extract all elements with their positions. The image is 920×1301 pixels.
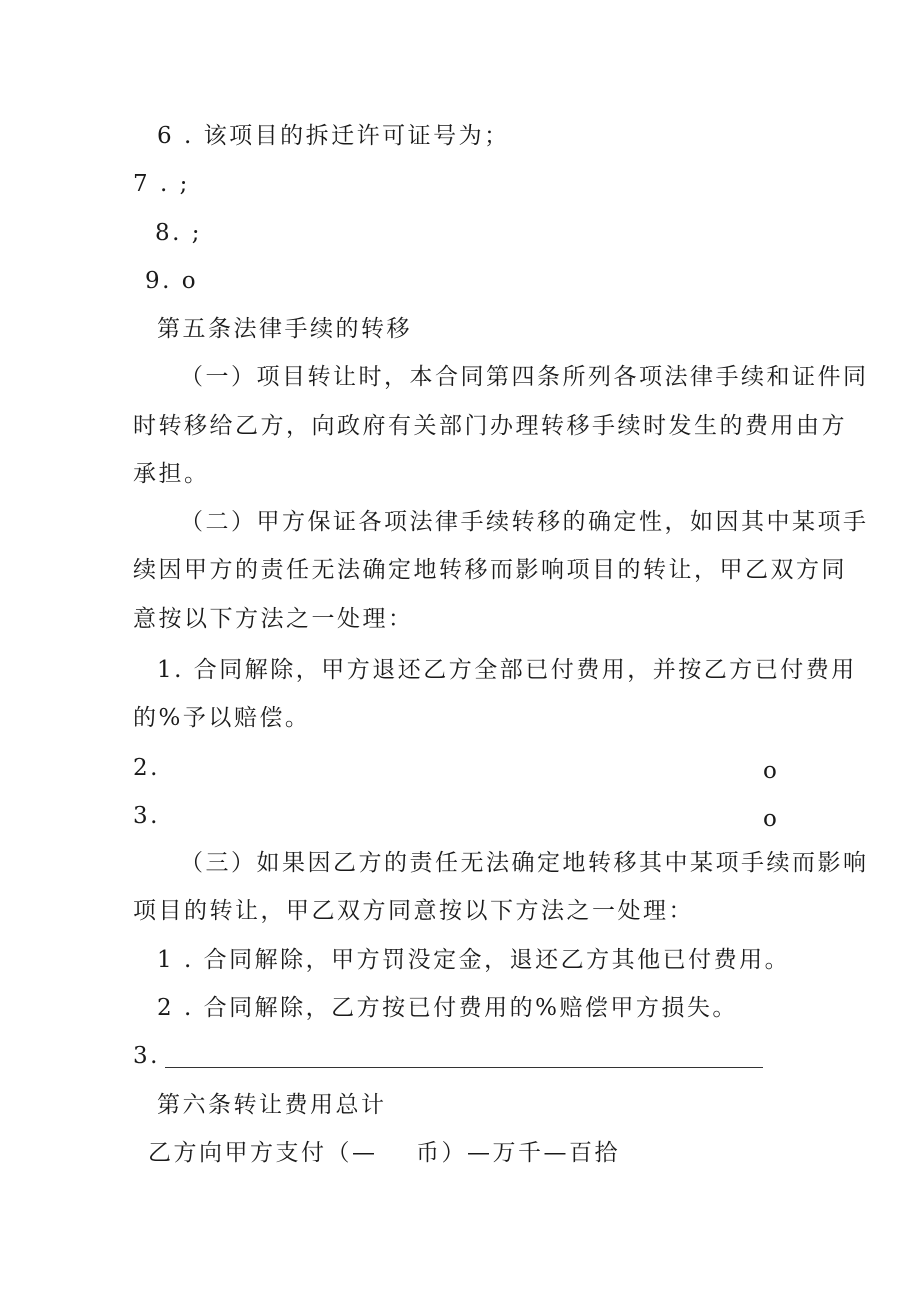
item-8: 8. ; bbox=[155, 220, 203, 246]
option-1-line-2: 的%予以赔偿。 bbox=[133, 705, 311, 731]
option-2-number: 2. bbox=[133, 755, 160, 781]
payment-line-part-2: 币）—万千—百拾 bbox=[416, 1140, 620, 1166]
b-option-1: 1 . 合同解除，甲方罚没定金，退还乙方其他已付费用。 bbox=[157, 947, 791, 973]
b-option-2: 2 . 合同解除，乙方按已付费用的%赔偿甲方损失。 bbox=[157, 995, 738, 1021]
option-1-line-1: 1. 合同解除，甲方退还乙方全部已付费用，并按乙方已付费用 bbox=[157, 657, 857, 683]
para-1-line-1: （一）项目转让时，本合同第四条所列各项法律手续和证件同 bbox=[180, 364, 869, 390]
para-1-line-3: 承担。 bbox=[133, 461, 210, 487]
item-6: 6 . 该项目的拆迁许可证号为； bbox=[157, 123, 510, 149]
article-6-title: 第六条转让费用总计 bbox=[157, 1092, 387, 1118]
para-2-line-2: 续因甲方的责任无法确定地转移而影响项目的转让，甲乙双方同 bbox=[133, 557, 847, 583]
blank-fill-line bbox=[165, 1067, 763, 1068]
payment-line-part-1: 乙方向甲方支付（— bbox=[148, 1140, 378, 1166]
para-1-line-2: 时转移给乙方，向政府有关部门办理转移手续时发生的费用由方 bbox=[133, 413, 847, 439]
para-2-line-1: （二）甲方保证各项法律手续转移的确定性，如因其中某项手 bbox=[180, 509, 869, 535]
para-3-line-2: 项目的转让，甲乙双方同意按以下方法之一处理： bbox=[133, 898, 694, 924]
option-3-number: 3. bbox=[133, 803, 160, 829]
item-7: 7 . ; bbox=[133, 171, 190, 197]
para-2-line-3: 意按以下方法之一处理： bbox=[133, 606, 414, 632]
para-3-line-1: （三）如果因乙方的责任无法确定地转移其中某项手续而影响 bbox=[180, 850, 869, 876]
option-3-end: o bbox=[763, 806, 780, 832]
article-5-title: 第五条法律手续的转移 bbox=[157, 316, 412, 342]
item-9: 9. o bbox=[145, 268, 199, 294]
option-2-end: o bbox=[763, 758, 780, 784]
b-option-3-number: 3. bbox=[133, 1043, 160, 1069]
